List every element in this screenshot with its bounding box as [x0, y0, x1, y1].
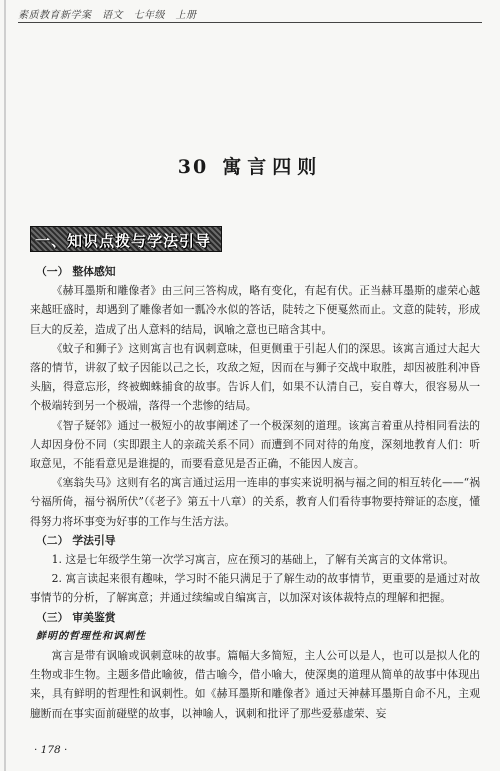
subsection-title: 审美鉴赏 [72, 610, 116, 624]
paragraph: 1. 这是七年级学生第一次学习寓言，应在预习的基础上，了解有关寓言的文体常识。 [51, 553, 455, 567]
lesson-title [0, 152, 500, 179]
paragraph: 寓言是带有讽喻或讽刺意味的故事。篇幅大多简短，主人公可以是人，也可以是拟人化的生物或非生物。主题多借此喻彼，借古喻今，借小喻大，使深奥的道理从简单的故事中体现出来，具有鲜明的哲理性和讽刺性。如《赫耳墨斯和雕像者》通过天神赫耳墨斯自命不凡，主观臆断而在事实面前碰壁的故事，以神喻人，讽刺和批评了那些爱慕虚荣、妄 [30, 649, 480, 720]
italic-subheading: 鲜明的哲理性和讽刺性 [36, 630, 146, 642]
paragraph: 《蚊子和狮子》这则寓言也有讽刺意味，但更侧重于引起人们的深思。该寓言通过大起大落的情节，讲叙了蚊子因能以己之长，攻敌之短，因而在与狮子交战中取胜，却因被胜利冲昏头脑，得意忘形，终被蜘蛛捕食的故事。告诉人们，如果不认清自己，妄自尊大，很容易从一个极端转到另一个极端，落得一个悲惨的结局。 [30, 341, 480, 413]
paragraph: 《赫耳墨斯和雕像者》由三问三答构成，略有变化，有起有伏。正当赫耳墨斯的虚荣心越来越旺盛时，却遇到了雕像者如一瓢冷水似的答话，陡转之下便戛然而止。文意的陡转，形成巨大的反差，造成了出人意料的结局，讽喻之意也已暗含其中。 [30, 284, 480, 336]
paragraph: 《智子疑邻》通过一极短小的故事阐述了一个极深刻的道理。该寓言着重从持相同看法的人却因身份不同（实即跟主人的亲疏关系不同）而遭到不同对待的角度，深刻地教育人们：听取意见，不能看意见是谁提的，而要看意见是否正确，不能因人废言。 [30, 418, 480, 471]
paragraph: 2. 寓言读起来很有趣味，学习时不能只满足于了解生动的故事情节，更重要的是通过对故事情节的分析，了解寓意；并通过续编或自编寓言，以加深对该体裁特点的理解和把握。 [30, 572, 480, 605]
section-banner-label: 一、知识点拨与学法引导 [35, 232, 212, 250]
subsection-marker: （三） [36, 610, 69, 624]
subsection-title: 学法引导 [72, 533, 116, 547]
subsection-heading-overall [30, 262, 480, 281]
page-number: · 178 · [34, 744, 68, 756]
section-banner [30, 226, 222, 252]
subsection-heading-method [30, 531, 480, 550]
subsection-heading-appreciation [30, 608, 480, 627]
lesson-title-text: 寓言四则 [222, 156, 323, 178]
body-text [30, 262, 480, 723]
lesson-number: 30 [177, 156, 209, 178]
subsection-marker: （一） [36, 265, 69, 278]
paragraph: 《塞翁失马》这则有名的寓言通过运用一连串的事实来说明祸与福之间的相互转化——“祸兮福所倚，福兮祸所伏”（《老子》第五十八章）的关系，教育人们看待事物要持辩证的态度，懂得努力将坏事变为好事的工作与生活方法。 [30, 476, 480, 528]
binding-edge [4, 0, 6, 771]
header-rule [18, 22, 482, 23]
running-header: 素质教育新学案 语文 七年级 上册 [18, 10, 197, 21]
subsection-marker: （二） [36, 533, 69, 547]
subsection-title: 整体感知 [72, 265, 116, 278]
